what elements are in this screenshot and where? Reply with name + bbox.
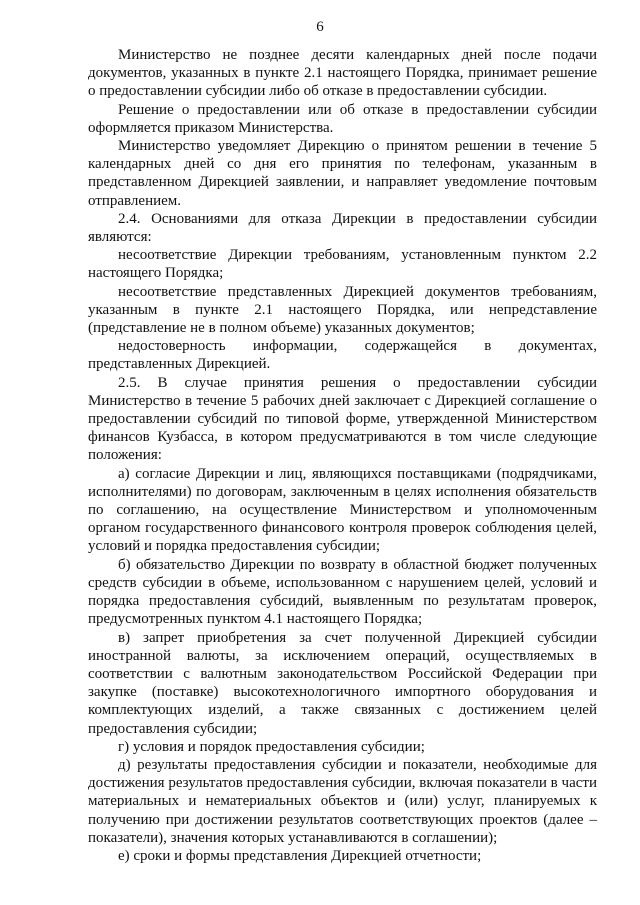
paragraph-decision-order: Решение о предоставлении или об отказе в предоставлении субсидии оформляется приказом Министерства. bbox=[88, 101, 597, 136]
document-body bbox=[88, 46, 597, 865]
list-item-requirements-mismatch: несоответствие Дирекции требованиям, установленным пунктом 2.2 настоящего Порядка; bbox=[88, 247, 597, 282]
list-item-documents-mismatch: несоответствие представленных Дирекцией документов требованиям, указанным в пункте 2.1 настоящего Порядка, или непредставление (представление не в полном объеме) указанных документов; bbox=[88, 283, 597, 337]
list-item-v: в) запрет приобретения за счет полученной Дирекцией субсидии иностранной валюты, за исключением операций, осуществляемых в соответствии с валютным законодательством Российской Федерации при закупке (поставке) высокотехнологичного импортного оборудования и комплектующих изделий, а также связанных с достижением целей предоставления субсидии; bbox=[88, 629, 597, 737]
list-item-e: е) сроки и формы представления Дирекцией отчетности; bbox=[118, 847, 482, 864]
list-item-g: г) условия и порядок предоставления субсидии; bbox=[118, 738, 425, 755]
paragraph-agreement: 2.5. В случае принятия решения о предоставлении субсидии Министерство в течение 5 рабочих дней заключает с Дирекцией соглашение о предоставлении субсидий по типовой форме, утвержденной Министерством финансов Кузбасса, в котором предусматриваются в том числе следующие положения: bbox=[88, 374, 597, 464]
paragraph-notification: Министерство уведомляет Дирекцию о принятом решении в течение 5 календарных дней со дня его принятия по телефонам, указанным в представленном Дирекцией заявлении, и направляет уведомление почтовым отправлением. bbox=[88, 138, 597, 209]
list-item-a: а) согласие Дирекции и лиц, являющихся поставщиками (подрядчиками, исполнителями) по договорам, заключенным в целях исполнения обязательств по соглашению, на осуществление Министерством и уполномоченным органом государственного финансового контроля проверок соблюдения целей, условий и порядка предоставления субсидии; bbox=[88, 465, 597, 555]
page-number: 6 bbox=[316, 19, 324, 35]
list-item-d: д) результаты предоставления субсидии и показатели, необходимые для достижения результатов предоставления субсидии, включая показатели в части материальных и нематериальных объектов и (или) услуг, планируемых к получению при достижении результатов соответствующих проектов (далее – показатели), значения которых устанавливаются в соглашении); bbox=[88, 756, 597, 846]
list-item-b: б) обязательство Дирекции по возврату в областной бюджет полученных средств субсидии в объеме, использованном с нарушением целей, условий и порядка предоставления субсидий, выявленным по результатам проверок, предусмотренных пунктом 4.1 настоящего Порядка; bbox=[88, 556, 597, 628]
paragraph-refusal-grounds: 2.4. Основаниями для отказа Дирекции в предоставлении субсидии являются: bbox=[88, 210, 597, 246]
paragraph-decision-deadline: Министерство не позднее десяти календарных дней после подачи документов, указанных в пункте 2.1 настоящего Порядка, принимает решение о предоставлении субсидии либо об отказе в предоставлении субсидии. bbox=[88, 47, 597, 100]
list-item-inaccuracy: недостоверность информации, содержащейся в документах, представленных Дирекцией. bbox=[88, 338, 597, 373]
